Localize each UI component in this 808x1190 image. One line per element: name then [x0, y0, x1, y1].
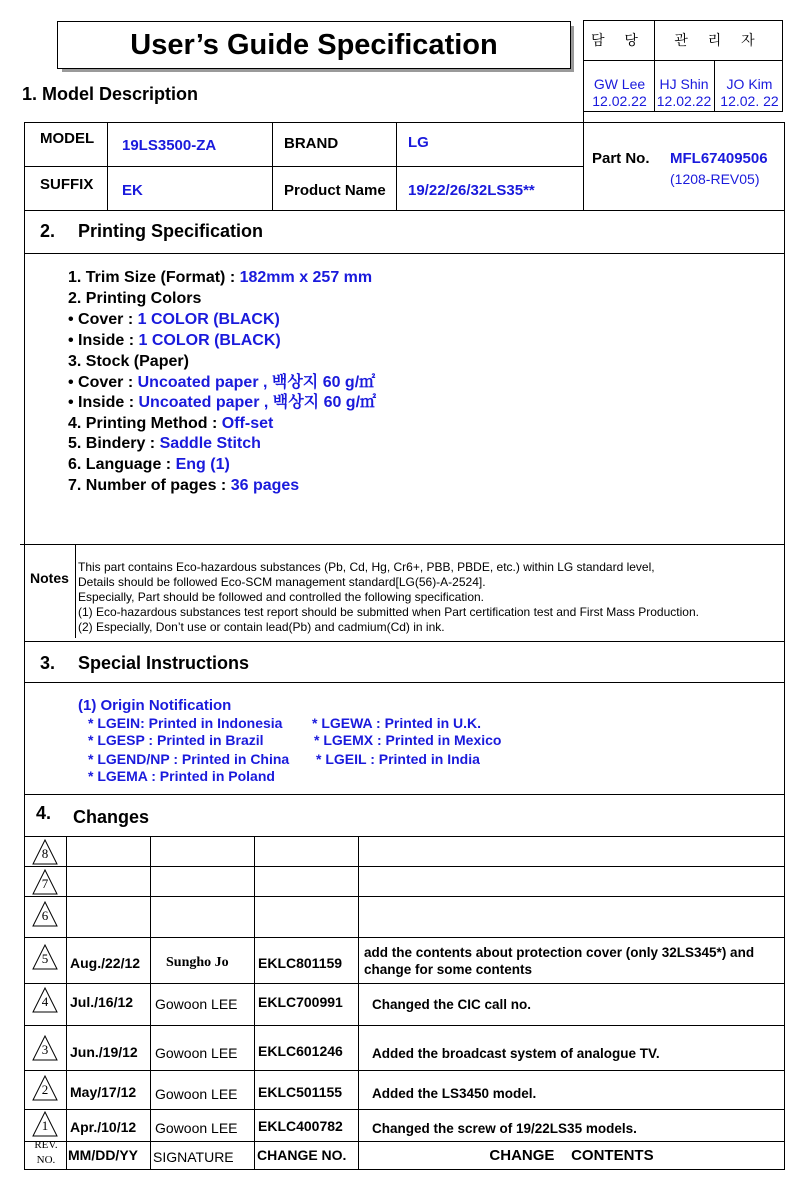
origin-lgend: * LGEND/NP : Printed in China	[88, 751, 290, 767]
rev-triangle-7: 7	[32, 869, 58, 895]
rev-triangle-8: 8	[32, 839, 58, 865]
note-line-2: Details should be followed Eco-SCM management standard[LG(56)-A-2524].	[78, 575, 486, 589]
spec-cover-color: • Cover : 1 COLOR (BLACK)	[68, 311, 280, 328]
origin-lgema: * LGEMA : Printed in Poland	[88, 768, 275, 784]
change-date: May/17/12	[70, 1084, 137, 1100]
note-line-1: This part contains Eco-hazardous substances (Pb, Cd, Hg, Cr6+, PBB, PBDE, etc.) within LG standard level,	[78, 560, 655, 574]
footer-contents-header: CHANGE CONTENTS	[489, 1147, 654, 1164]
part-no-revision: (1208-REV05)	[670, 171, 760, 187]
change-contents: Changed the CIC call no.	[372, 997, 532, 1012]
approval-header-manager: 관 리 자	[674, 32, 763, 48]
spec-inside-paper: • Inside : Uncoated paper , 백상지 60 g/㎡	[68, 394, 377, 411]
change-contents: add the contents about protection cover (only 32LS345*) and	[364, 945, 755, 960]
approver-1: GW Lee 12.02.22	[592, 76, 647, 109]
origin-notification-title: (1) Origin Notification	[78, 697, 232, 714]
footer-rev-no: REV. NO.	[34, 1139, 58, 1166]
origin-lgeil: * LGEIL : Printed in India	[316, 751, 480, 767]
rev-triangle-5: 5	[32, 944, 58, 970]
change-signature: Gowoon LEE	[155, 1045, 238, 1061]
approval-header-staff: 담 당	[591, 32, 646, 48]
rev-triangle-4: 4	[32, 987, 58, 1013]
change-contents-2: change for some contents	[364, 962, 533, 977]
product-name-label: Product Name	[284, 182, 386, 199]
change-signature: Gowoon LEE	[155, 996, 238, 1012]
spec-printing-colors: 2. Printing Colors	[68, 290, 202, 307]
spec-printing-method: 4. Printing Method : Off-set	[68, 415, 274, 432]
rev-triangle-2: 2	[32, 1075, 58, 1101]
model-label: MODEL	[40, 130, 95, 147]
approver-2: HJ Shin 12.02.22	[656, 76, 712, 109]
notes-label: Notes	[30, 570, 69, 586]
change-number: EKLC601246	[258, 1043, 343, 1059]
product-name-value: 19/22/26/32LS35**	[408, 182, 535, 199]
footer-change-no-header: CHANGE NO.	[257, 1147, 347, 1163]
spec-inside-color: • Inside : 1 COLOR (BLACK)	[68, 332, 281, 349]
suffix-label: SUFFIX	[40, 176, 94, 193]
origin-lgewa: * LGEWA : Printed in U.K.	[312, 715, 482, 731]
origin-lgein: * LGEIN: Printed in Indonesia	[88, 715, 283, 731]
brand-value: LG	[408, 134, 429, 151]
rev-triangle-6: 6	[32, 901, 58, 927]
section4-number: 4.	[36, 803, 52, 823]
part-no-value: MFL67409506	[670, 150, 768, 167]
change-date: Jun./19/12	[70, 1044, 138, 1060]
change-date: Apr./10/12	[70, 1119, 137, 1135]
rev-triangle-1: 1	[32, 1111, 58, 1137]
spec-stock: 3. Stock (Paper)	[68, 353, 189, 370]
change-signature: Gowoon LEE	[155, 1120, 238, 1136]
spec-page-count: 7. Number of pages : 36 pages	[68, 477, 300, 494]
change-signature: Sungho Jo	[166, 955, 229, 970]
footer-date-header: MM/DD/YY	[68, 1147, 138, 1163]
approver-3: JO Kim 12.02. 22	[720, 76, 779, 109]
rev-triangle-3: 3	[32, 1035, 58, 1061]
brand-label: BRAND	[284, 135, 339, 152]
suffix-value: EK	[122, 182, 143, 199]
section3-title: Special Instructions	[78, 653, 250, 673]
document-title: User’s Guide Specification	[57, 21, 571, 69]
footer-signature-header: SIGNATURE	[153, 1149, 234, 1165]
origin-lgemx: * LGEMX : Printed in Mexico	[314, 732, 502, 748]
origin-lgesp: * LGESP : Printed in Brazil	[88, 732, 264, 748]
section2-number: 2.	[40, 221, 56, 241]
part-no-label: Part No.	[592, 150, 650, 167]
note-line-3: Especially, Part should be followed and controlled the following specification.	[78, 590, 485, 604]
section1-title: 1. Model Description	[22, 84, 199, 104]
note-line-5: (2) Especially, Don’t use or contain lead(Pb) and cadmium(Cd) in ink.	[78, 620, 445, 634]
change-contents: Added the LS3450 model.	[372, 1086, 537, 1101]
model-value: 19LS3500-ZA	[122, 137, 217, 154]
change-signature: Gowoon LEE	[155, 1086, 238, 1102]
change-date: Aug./22/12	[70, 955, 141, 971]
change-number: EKLC501155	[258, 1084, 343, 1100]
change-number: EKLC700991	[258, 994, 343, 1010]
spec-trim-size: 1. Trim Size (Format) : 182mm x 257 mm	[68, 269, 373, 286]
section2-title: Printing Specification	[78, 221, 264, 241]
change-number: EKLC801159	[258, 955, 343, 971]
spec-language: 6. Language : Eng (1)	[68, 456, 230, 473]
section4-title: Changes	[73, 807, 150, 827]
spec-bindery: 5. Bindery : Saddle Stitch	[68, 435, 261, 452]
change-number: EKLC400782	[258, 1118, 343, 1134]
section3-number: 3.	[40, 653, 56, 673]
change-date: Jul./16/12	[70, 994, 134, 1010]
spec-cover-paper: • Cover : Uncoated paper , 백상지 60 g/㎡	[68, 374, 376, 391]
change-contents: Changed the screw of 19/22LS35 models.	[372, 1121, 637, 1136]
note-line-4: (1) Eco-hazardous substances test report should be submitted when Part certification test and First Mass Production.	[78, 605, 699, 619]
change-contents: Added the broadcast system of analogue TV.	[372, 1046, 660, 1061]
